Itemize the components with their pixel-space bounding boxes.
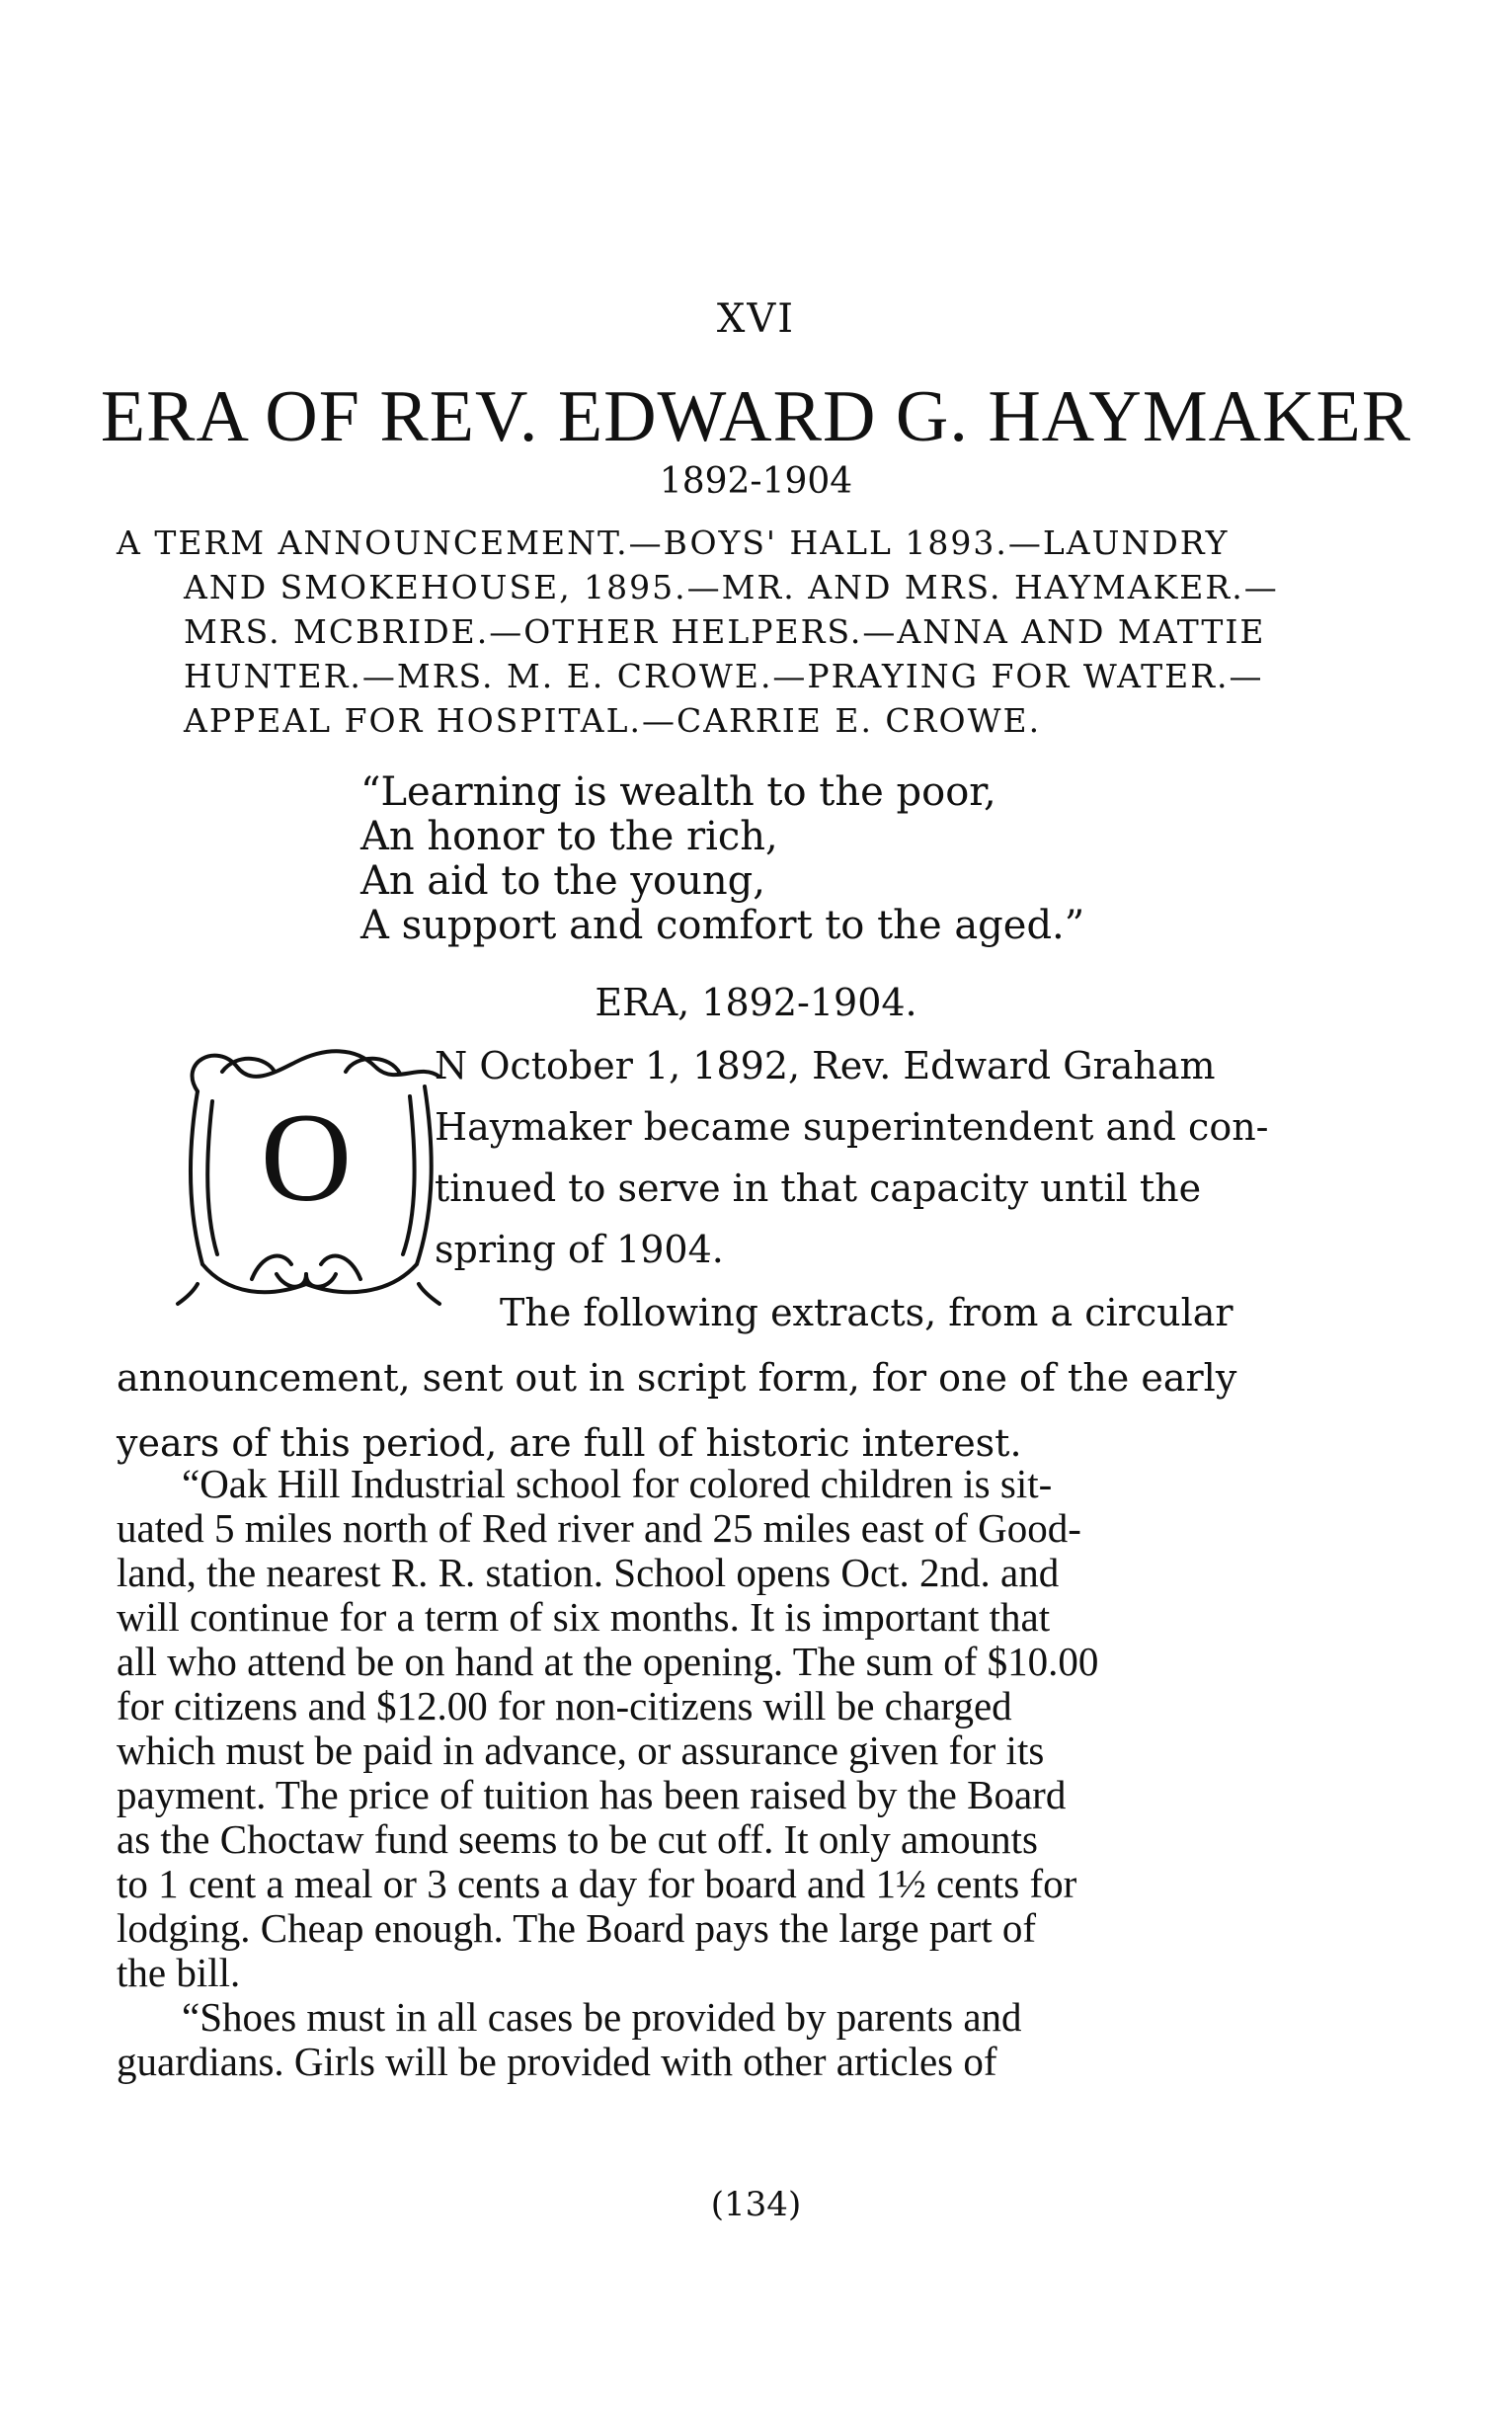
chapter-title: ERA OF REV. EDWARD G. HAYMAKER [100, 376, 1412, 457]
body-line: “Shoes must in all cases be provided by parents and [182, 1994, 1022, 2040]
quoted-announcement [117, 1462, 1369, 2084]
body-line: to 1 cent a meal or 3 cents a day for board and 1½ cents for [117, 1861, 1077, 1906]
synopsis-line: APPEAL FOR HOSPITAL.—CARRIE E. CROWE. [184, 701, 1042, 740]
body-line: guardians. Girls will be provided with other articles of [117, 2039, 997, 2084]
ornamental-drop-cap [158, 1032, 454, 1319]
opening-line: tinued to serve in that capacity until the [435, 1166, 1202, 1210]
chapter-synopsis [117, 521, 1369, 743]
drop-cap-letter: O [260, 1087, 353, 1228]
intro-paragraph [117, 1280, 1369, 1476]
synopsis-line: A TERM ANNOUNCEMENT.—BOYS' HALL 1893.—LAUNDRY [117, 523, 1230, 562]
opening-line: spring of 1904. [435, 1228, 724, 1271]
opening-line: Haymaker became superintendent and con- [435, 1105, 1269, 1149]
epigraph-line: A support and comfort to the aged.” [360, 903, 1085, 948]
intro-line: announcement, sent out in script form, for one of the early [117, 1356, 1237, 1400]
intro-line: The following extracts, from a circular [500, 1291, 1233, 1334]
intro-line: years of this period, are full of historic interest. [117, 1421, 1022, 1465]
synopsis-line: HUNTER.—MRS. M. E. CROWE.—PRAYING FOR WATER.— [184, 657, 1264, 695]
chapter-number: XVI [716, 296, 796, 342]
body-line: uated 5 miles north of Red river and 25 miles east of Good- [117, 1505, 1081, 1551]
body-line: lodging. Cheap enough. The Board pays the large part of [117, 1905, 1037, 1951]
body-line: “Oak Hill Industrial school for colored children is sit- [182, 1461, 1053, 1506]
body-line: the bill. [117, 1950, 241, 1995]
body-line: for citizens and $12.00 for non-citizens will be charged [117, 1683, 1012, 1728]
section-heading: ERA, 1892-1904. [595, 981, 917, 1024]
page-number: (134) [710, 2185, 802, 2224]
synopsis-line: MRS. MCBRIDE.—OTHER HELPERS.—ANNA AND MATTIE [184, 612, 1266, 651]
body-line: as the Choctaw fund seems to be cut off. It only amounts [117, 1816, 1038, 1862]
body-line: all who attend be on hand at the opening. The sum of $10.00 [117, 1639, 1099, 1684]
body-line: will continue for a term of six months. It is important that [117, 1594, 1051, 1640]
synopsis-line: AND SMOKEHOUSE, 1895.—MR. AND MRS. HAYMAKER.— [184, 568, 1279, 606]
epigraph [360, 770, 1249, 948]
opening-paragraph [435, 1035, 1368, 1280]
epigraph-line: An honor to the rich, [360, 814, 778, 859]
body-line: which must be paid in advance, or assurance given for its [117, 1727, 1045, 1773]
epigraph-line: An aid to the young, [360, 858, 765, 904]
body-line: land, the nearest R. R. station. School opens Oct. 2nd. and [117, 1550, 1060, 1595]
opening-line: N October 1, 1892, Rev. Edward Graham [435, 1044, 1216, 1087]
chapter-years: 1892-1904 [659, 461, 853, 502]
body-line: payment. The price of tuition has been raised by the Board [117, 1772, 1067, 1817]
epigraph-line: “Learning is wealth to the poor, [360, 769, 996, 815]
